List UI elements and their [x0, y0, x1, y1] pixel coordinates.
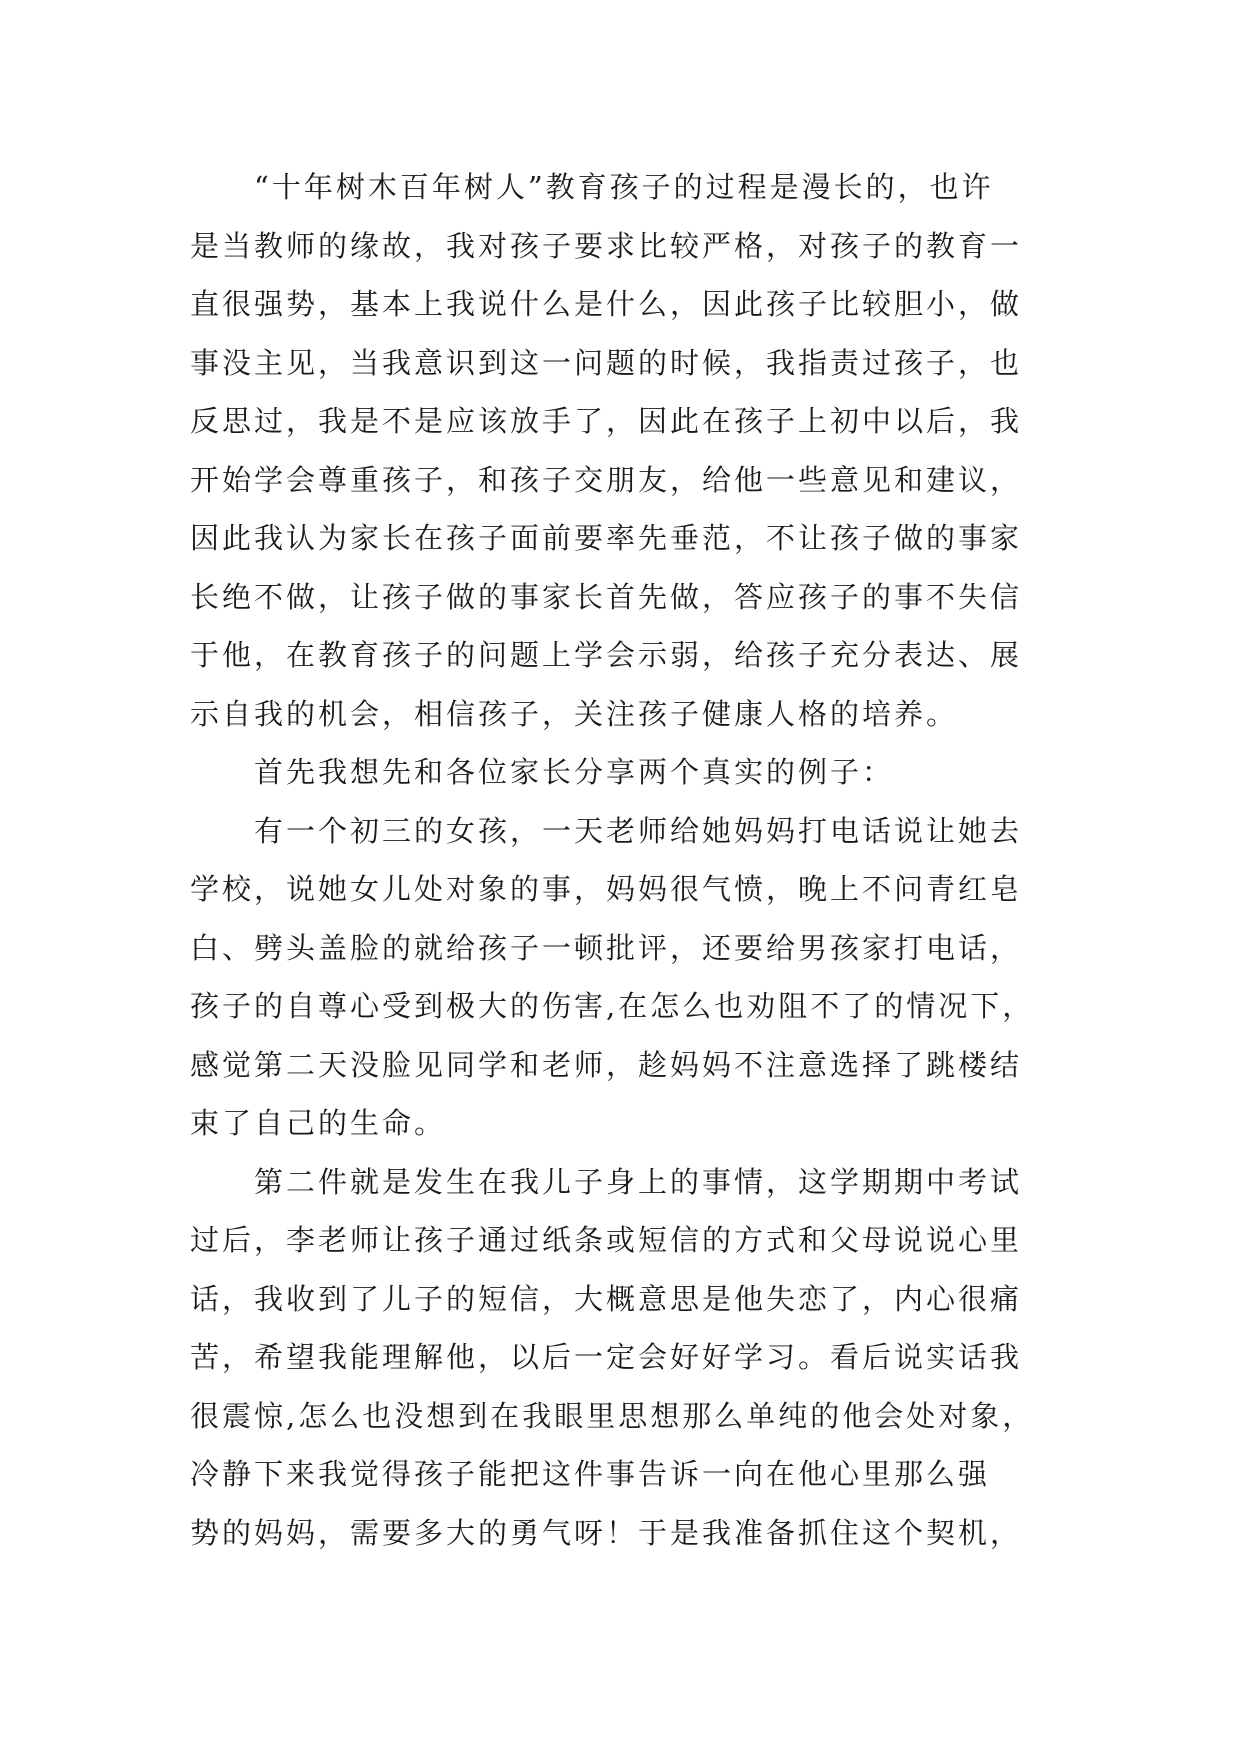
paragraph-line: 首先我想先和各位家长分享两个真实的例子： — [254, 755, 895, 789]
paragraph-line: 冷静下来我觉得孩子能把这件事告诉一向在他心里那么强 — [190, 1457, 991, 1491]
paragraph-line: 白、劈头盖脸的就给孩子一顿批评，还要给男孩家打电话， — [190, 930, 1023, 965]
paragraph-line: 直很强势，基本上我说什么是什么，因此孩子比较胆小，做 — [190, 287, 1023, 321]
paragraph-line: 因此我认为家长在孩子面前要率先垂范，不让孩子做的事家 — [190, 521, 1023, 555]
paragraph-line: 于他，在教育孩子的问题上学会示弱，给孩子充分表达、展 — [190, 638, 1023, 672]
paragraph-line: 很震惊,怎么也没想到在我眼里思想那么单纯的他会处对象， — [190, 1398, 1035, 1433]
paragraph-line: 孩子的自尊心受到极大的伤害,在怎么也劝阻不了的情况下， — [190, 989, 1035, 1023]
paragraph-line: 势的妈妈，需要多大的勇气呀！于是我准备抓住这个契机， — [190, 1515, 1023, 1550]
body-text — [190, 158, 1060, 1562]
paragraph-line: 束了自己的生命。 — [190, 1106, 447, 1140]
paragraph-line: 反思过，我是不是应该放手了，因此在孩子上初中以后，我 — [190, 404, 1023, 438]
paragraph-line: 过后，李老师让孩子通过纸条或短信的方式和父母说说心里 — [190, 1223, 1023, 1257]
paragraph-line: 有一个初三的女孩，一天老师给她妈妈打电话说让她去 — [254, 813, 1023, 848]
paragraph-line: 是当教师的缘故，我对孩子要求比较严格，对孩子的教育一 — [190, 228, 1023, 263]
paragraph-line: 示自我的机会，相信孩子，关注孩子健康人格的培养。 — [190, 696, 959, 731]
paragraph-line: 学校，说她女儿处对象的事，妈妈很气愤，晚上不问青红皂 — [190, 872, 1023, 906]
paragraph-line: 开始学会尊重孩子，和孩子交朋友，给他一些意见和建议， — [190, 462, 1023, 497]
paragraph-line: 感觉第二天没脸见同学和老师，趁妈妈不注意选择了跳楼结 — [190, 1047, 1023, 1082]
paragraph-line: “十年树木百年树人”教育孩子的过程是漫长的，也许 — [254, 170, 994, 204]
paragraph-line: 事没主见，当我意识到这一问题的时候，我指责过孩子，也 — [190, 345, 1023, 380]
paragraph-line: 话，我收到了儿子的短信，大概意思是他失恋了，内心很痛 — [190, 1281, 1023, 1316]
paragraph-line: 第二件就是发生在我儿子身上的事情，这学期期中考试 — [254, 1164, 1023, 1199]
paragraph-line: 苦，希望我能理解他，以后一定会好好学习。看后说实话我 — [190, 1340, 1023, 1374]
paragraph-line: 长绝不做，让孩子做的事家长首先做，答应孩子的事不失信 — [190, 579, 1023, 614]
